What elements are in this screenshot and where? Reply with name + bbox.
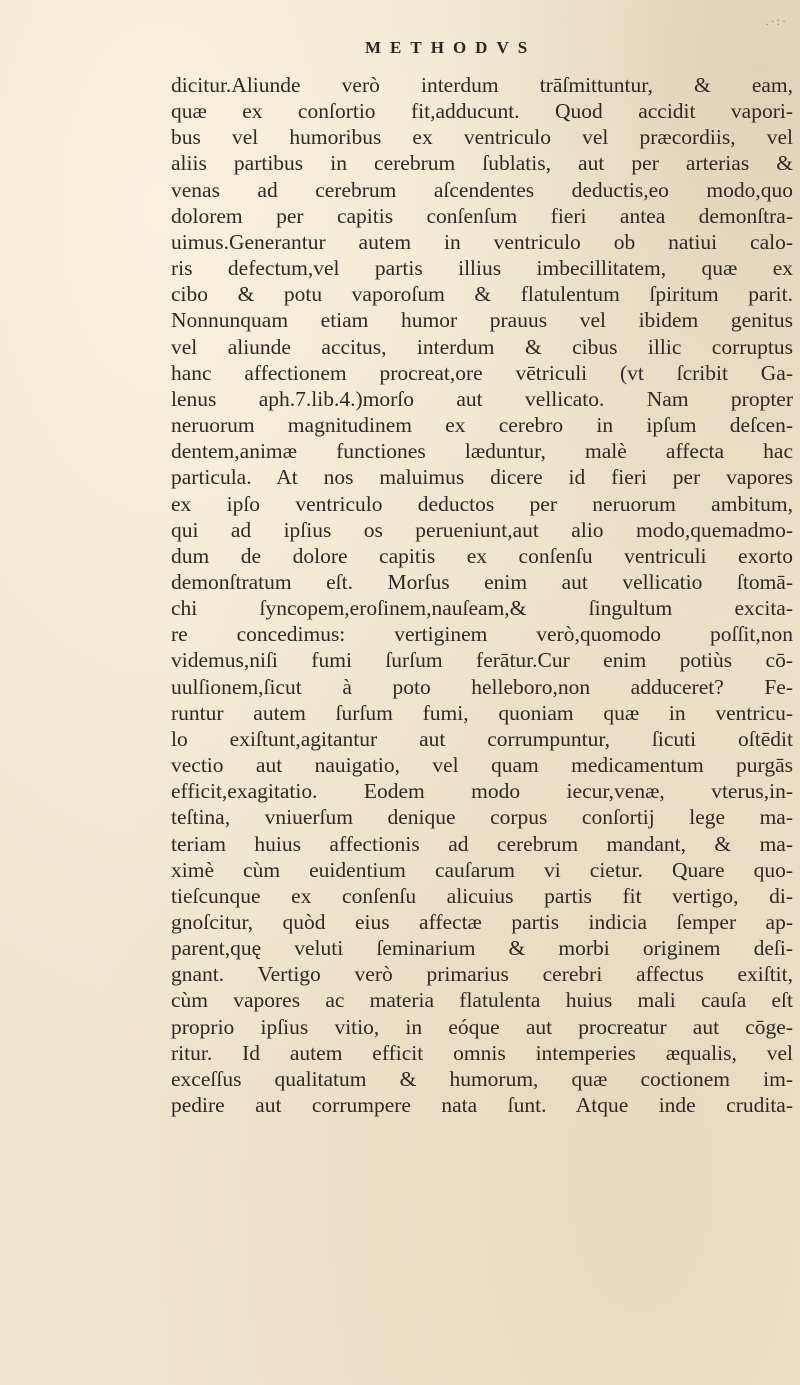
text-line: Nonnunquam etiam humor prauus vel ibidem genitus	[171, 308, 793, 333]
text-line: ex ipſo ventriculo deductos per neruorum ambitum,	[171, 491, 793, 516]
text-line: uulſionem,ſicut à poto helleboro,non adduceret? Fe-	[171, 674, 793, 699]
text-line: dentem,animæ functiones læduntur, malè affecta hac	[171, 439, 793, 464]
text-line: venas ad cerebrum aſcendentes deductis,eo modo,quo	[171, 177, 793, 202]
text-line: particula. At nos maluimus dicere id fieri per vapores	[171, 465, 793, 490]
text-line: hanc affectionem procreat,ore vētriculi (vt ſcribit Ga-	[171, 360, 793, 385]
text-line: qui ad ipſius os perueniunt,aut alio modo,quemadmo-	[171, 517, 793, 542]
text-line: vel aliunde accitus, interdum & cibus illic corruptus	[171, 334, 793, 359]
running-head: METHODVS	[365, 38, 537, 57]
text-line: cùm vapores ac materia flatulenta huius mali cauſa eſt	[171, 988, 793, 1013]
text-line: ris defectum,vel partis illius imbecillitatem, quæ ex	[171, 256, 793, 281]
text-line: teriam huius affectionis ad cerebrum mandant, & ma-	[171, 831, 793, 856]
text-line: exceſſus qualitatum & humorum, quæ coctionem im-	[171, 1066, 793, 1091]
text-line: efficit,exagitatio. Eodem modo iecur,venæ, vterus,in-	[171, 779, 793, 804]
text-line: chi ſyncopem,eroſinem,nauſeam,& ſingultum excita-	[171, 596, 793, 621]
text-line: dum de dolore capitis ex conſenſu ventriculi exorto	[171, 543, 793, 568]
text-line: demonſtratum eſt. Morſus enim aut vellicatio ſtomā-	[171, 569, 793, 594]
text-line: vectio aut nauigatio, vel quam medicamentum purgās	[171, 753, 793, 778]
text-line: gnant. Vertigo verò primarius cerebri affectus exiſtit,	[171, 962, 793, 987]
text-line: lo exiſtunt,agitantur aut corrumpuntur, ſicuti oſtēdit	[171, 726, 793, 751]
text-line: ximè cùm euidentium cauſarum vi cietur. Quare quo-	[171, 857, 793, 882]
corner-mark: .·:·	[765, 14, 788, 28]
body-text	[171, 72, 793, 1118]
text-line: proprio ipſius vitio, in eóque aut procreatur aut cōge-	[171, 1014, 793, 1039]
text-line: teſtina, vniuerſum denique corpus conſortij lege ma-	[171, 805, 793, 830]
text-line: parent,quę veluti ſeminarium & morbi originem deſi-	[171, 936, 793, 961]
text-line: dicitur.Aliunde verò interdum trāſmittuntur, & eam,	[171, 73, 793, 97]
text-line: videmus,niſi fumi ſurſum ferātur.Cur enim potiùs cō-	[171, 648, 793, 673]
text-line: quæ ex conſortio fit,adducunt. Quod accidit vapori-	[171, 99, 793, 124]
text-line: ritur. Id autem efficit omnis intemperies æqualis, vel	[171, 1040, 793, 1065]
text-line: lenus aph.7.lib.4.)morſo aut vellicato. Nam propter	[171, 386, 793, 411]
text-line: pedire aut corrumpere nata ſunt. Atque inde crudita-	[171, 1093, 793, 1118]
text-line: re concedimus: vertiginem verò,quomodo poſſit,non	[171, 622, 793, 647]
text-line: runtur autem ſurſum fumi, quoniam quæ in ventricu-	[171, 700, 793, 725]
text-line: gnoſcitur, quòd eius affectæ partis indicia ſemper ap-	[171, 910, 793, 934]
text-line: neruorum magnitudinem ex cerebro in ipſum deſcen-	[171, 413, 793, 438]
text-line: aliis partibus in cerebrum ſublatis, aut per arterias &	[171, 151, 793, 176]
text-line: tieſcunque ex conſenſu alicuius partis fit vertigo, di-	[171, 883, 793, 908]
text-line: dolorem per capitis conſenſum fieri antea demonſtra-	[171, 203, 793, 228]
text-line: cibo & potu vaporoſum & flatulentum ſpiritum parit.	[171, 282, 793, 307]
text-line: bus vel humoribus ex ventriculo vel præcordiis, vel	[171, 125, 793, 150]
text-line: uimus.Generantur autem in ventriculo ob natiui calo-	[171, 229, 793, 254]
